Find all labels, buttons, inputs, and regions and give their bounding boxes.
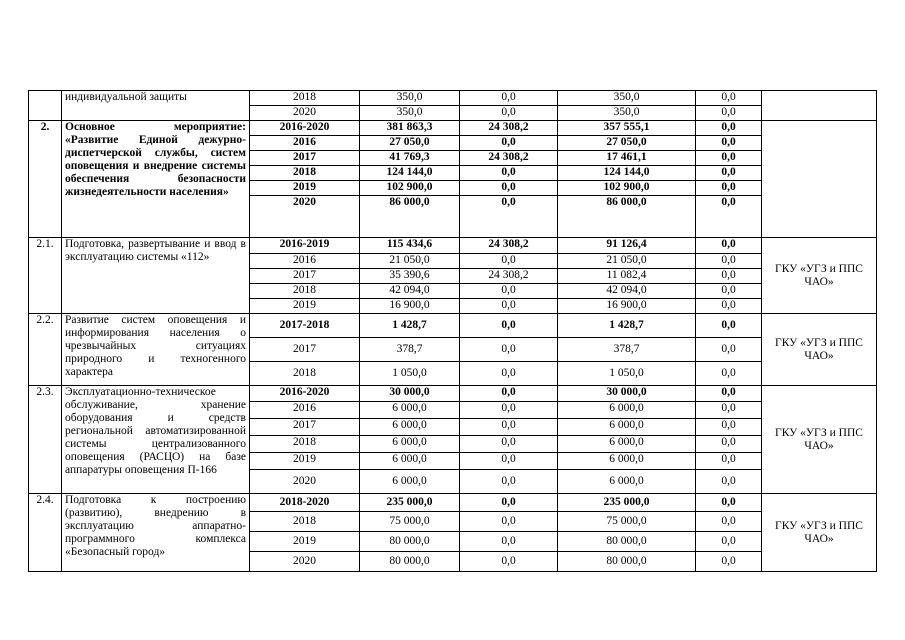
table-row — [29, 386, 877, 402]
other-cell: 0,0 — [696, 338, 762, 362]
executor-cell: ГКУ «УГЗ и ППС ЧАО» — [762, 238, 877, 314]
table-body — [29, 91, 877, 572]
period-cell: 2016-2019 — [250, 238, 360, 254]
measure-number: 2.1. — [29, 238, 62, 314]
table-row — [29, 91, 877, 106]
measure-name: Основное мероприятие: «Развитие Единой дежурно-диспетчерской службы, систем оповещения и внедрение системы обеспечения безопасности жизнедеятельности населения» — [62, 121, 250, 238]
total-cell: 6 000,0 — [360, 419, 460, 436]
period-cell: 2016 — [250, 402, 360, 419]
period-cell: 2020 — [250, 470, 360, 494]
federal-cell: 0,0 — [460, 494, 558, 512]
federal-cell: 0,0 — [460, 532, 558, 552]
federal-cell: 24 308,2 — [460, 151, 558, 166]
federal-cell: 0,0 — [460, 453, 558, 470]
other-cell: 0,0 — [696, 238, 762, 254]
total-cell: 80 000,0 — [360, 532, 460, 552]
federal-cell: 0,0 — [460, 512, 558, 532]
regional-cell: 11 082,4 — [558, 269, 696, 284]
regional-cell: 1 050,0 — [558, 362, 696, 386]
total-cell: 102 900,0 — [360, 181, 460, 196]
total-cell: 6 000,0 — [360, 402, 460, 419]
total-cell: 86 000,0 — [360, 196, 460, 238]
regional-cell: 80 000,0 — [558, 552, 696, 572]
federal-cell: 0,0 — [460, 91, 558, 106]
executor-cell: ГКУ «УГЗ и ППС ЧАО» — [762, 494, 877, 572]
measure-name: индивидуальной защиты — [62, 91, 250, 121]
federal-cell: 0,0 — [460, 299, 558, 314]
total-cell: 30 000,0 — [360, 386, 460, 402]
period-cell: 2016 — [250, 136, 360, 151]
period-cell: 2020 — [250, 196, 360, 238]
total-cell: 42 094,0 — [360, 284, 460, 299]
total-cell: 6 000,0 — [360, 470, 460, 494]
measure-number: 2.3. — [29, 386, 62, 494]
regional-cell: 27 050,0 — [558, 136, 696, 151]
other-cell: 0,0 — [696, 419, 762, 436]
period-cell: 2018 — [250, 284, 360, 299]
federal-cell: 0,0 — [460, 402, 558, 419]
federal-cell: 0,0 — [460, 181, 558, 196]
table-row — [29, 314, 877, 338]
federal-cell: 24 308,2 — [460, 121, 558, 136]
regional-cell: 124 144,0 — [558, 166, 696, 181]
table-row — [29, 121, 877, 136]
regional-cell: 1 428,7 — [558, 314, 696, 338]
period-cell: 2019 — [250, 532, 360, 552]
other-cell: 0,0 — [696, 136, 762, 151]
regional-cell: 80 000,0 — [558, 532, 696, 552]
federal-cell: 0,0 — [460, 362, 558, 386]
total-cell: 235 000,0 — [360, 494, 460, 512]
period-cell: 2019 — [250, 453, 360, 470]
total-cell: 6 000,0 — [360, 453, 460, 470]
period-cell: 2018 — [250, 166, 360, 181]
other-cell: 0,0 — [696, 314, 762, 338]
total-cell: 6 000,0 — [360, 436, 460, 453]
period-cell: 2018 — [250, 512, 360, 532]
other-cell: 0,0 — [696, 386, 762, 402]
period-cell: 2018-2020 — [250, 494, 360, 512]
other-cell: 0,0 — [696, 254, 762, 269]
regional-cell: 102 900,0 — [558, 181, 696, 196]
total-cell: 378,7 — [360, 338, 460, 362]
other-cell: 0,0 — [696, 166, 762, 181]
measure-name: Подготовка, развертывание и ввод в эксплуатацию системы «112» — [62, 238, 250, 314]
total-cell: 16 900,0 — [360, 299, 460, 314]
total-cell: 21 050,0 — [360, 254, 460, 269]
executor-cell: ГКУ «УГЗ и ППС ЧАО» — [762, 314, 877, 386]
federal-cell: 0,0 — [460, 314, 558, 338]
other-cell: 0,0 — [696, 470, 762, 494]
regional-cell: 42 094,0 — [558, 284, 696, 299]
table-row — [29, 494, 877, 512]
total-cell: 381 863,3 — [360, 121, 460, 136]
executor-cell — [762, 91, 877, 121]
regional-cell: 350,0 — [558, 106, 696, 121]
federal-cell: 0,0 — [460, 284, 558, 299]
period-cell: 2017 — [250, 269, 360, 284]
regional-cell: 6 000,0 — [558, 453, 696, 470]
total-cell: 75 000,0 — [360, 512, 460, 532]
other-cell: 0,0 — [696, 402, 762, 419]
other-cell: 0,0 — [696, 552, 762, 572]
other-cell: 0,0 — [696, 181, 762, 196]
total-cell: 1 428,7 — [360, 314, 460, 338]
total-cell: 27 050,0 — [360, 136, 460, 151]
federal-cell: 0,0 — [460, 419, 558, 436]
regional-cell: 21 050,0 — [558, 254, 696, 269]
other-cell: 0,0 — [696, 453, 762, 470]
other-cell: 0,0 — [696, 196, 762, 238]
federal-cell: 0,0 — [460, 196, 558, 238]
period-cell: 2016 — [250, 254, 360, 269]
measure-number — [29, 91, 62, 121]
program-measures-table — [28, 90, 877, 572]
other-cell: 0,0 — [696, 91, 762, 106]
federal-cell: 24 308,2 — [460, 269, 558, 284]
measure-number: 2.4. — [29, 494, 62, 572]
total-cell: 124 144,0 — [360, 166, 460, 181]
period-cell: 2017-2018 — [250, 314, 360, 338]
federal-cell: 24 308,2 — [460, 238, 558, 254]
federal-cell: 0,0 — [460, 106, 558, 121]
total-cell: 115 434,6 — [360, 238, 460, 254]
other-cell: 0,0 — [696, 106, 762, 121]
other-cell: 0,0 — [696, 532, 762, 552]
regional-cell: 6 000,0 — [558, 470, 696, 494]
regional-cell: 357 555,1 — [558, 121, 696, 136]
federal-cell: 0,0 — [460, 136, 558, 151]
regional-cell: 6 000,0 — [558, 436, 696, 453]
federal-cell: 0,0 — [460, 254, 558, 269]
other-cell: 0,0 — [696, 494, 762, 512]
period-cell: 2020 — [250, 552, 360, 572]
measure-name: Подготовка к построению (развитию), внедрению в эксплуатацию аппаратно-программного комплекса «Безопасный город» — [62, 494, 250, 572]
measure-name: Эксплуатационно-техническое обслуживание, хранение оборудования и средств региональной автоматизированной системы централизованного оповещения (РАСЦО) на базе аппаратуры оповещения П-166 — [62, 386, 250, 494]
measure-number: 2. — [29, 121, 62, 238]
period-cell: 2016-2020 — [250, 386, 360, 402]
period-cell: 2020 — [250, 106, 360, 121]
total-cell: 80 000,0 — [360, 552, 460, 572]
federal-cell: 0,0 — [460, 386, 558, 402]
period-cell: 2016-2020 — [250, 121, 360, 136]
regional-cell: 6 000,0 — [558, 419, 696, 436]
measure-name: Развитие систем оповещения и информирования населения о чрезвычайных ситуациях природного и техногенного характера — [62, 314, 250, 386]
other-cell: 0,0 — [696, 362, 762, 386]
total-cell: 35 390,6 — [360, 269, 460, 284]
period-cell: 2017 — [250, 151, 360, 166]
regional-cell: 350,0 — [558, 91, 696, 106]
period-cell: 2017 — [250, 338, 360, 362]
period-cell: 2018 — [250, 362, 360, 386]
regional-cell: 16 900,0 — [558, 299, 696, 314]
executor-cell: ГКУ «УГЗ и ППС ЧАО» — [762, 386, 877, 494]
other-cell: 0,0 — [696, 151, 762, 166]
executor-cell — [762, 121, 877, 238]
total-cell: 1 050,0 — [360, 362, 460, 386]
other-cell: 0,0 — [696, 269, 762, 284]
regional-cell: 91 126,4 — [558, 238, 696, 254]
other-cell: 0,0 — [696, 299, 762, 314]
federal-cell: 0,0 — [460, 436, 558, 453]
federal-cell: 0,0 — [460, 470, 558, 494]
other-cell: 0,0 — [696, 436, 762, 453]
total-cell: 350,0 — [360, 106, 460, 121]
period-cell: 2019 — [250, 299, 360, 314]
measure-number: 2.2. — [29, 314, 62, 386]
regional-cell: 6 000,0 — [558, 402, 696, 419]
other-cell: 0,0 — [696, 512, 762, 532]
total-cell: 41 769,3 — [360, 151, 460, 166]
regional-cell: 235 000,0 — [558, 494, 696, 512]
table-row — [29, 238, 877, 254]
total-cell: 350,0 — [360, 91, 460, 106]
period-cell: 2018 — [250, 91, 360, 106]
period-cell: 2017 — [250, 419, 360, 436]
other-cell: 0,0 — [696, 121, 762, 136]
period-cell: 2018 — [250, 436, 360, 453]
federal-cell: 0,0 — [460, 552, 558, 572]
other-cell: 0,0 — [696, 284, 762, 299]
regional-cell: 86 000,0 — [558, 196, 696, 238]
federal-cell: 0,0 — [460, 338, 558, 362]
regional-cell: 30 000,0 — [558, 386, 696, 402]
period-cell: 2019 — [250, 181, 360, 196]
regional-cell: 75 000,0 — [558, 512, 696, 532]
regional-cell: 378,7 — [558, 338, 696, 362]
regional-cell: 17 461,1 — [558, 151, 696, 166]
federal-cell: 0,0 — [460, 166, 558, 181]
